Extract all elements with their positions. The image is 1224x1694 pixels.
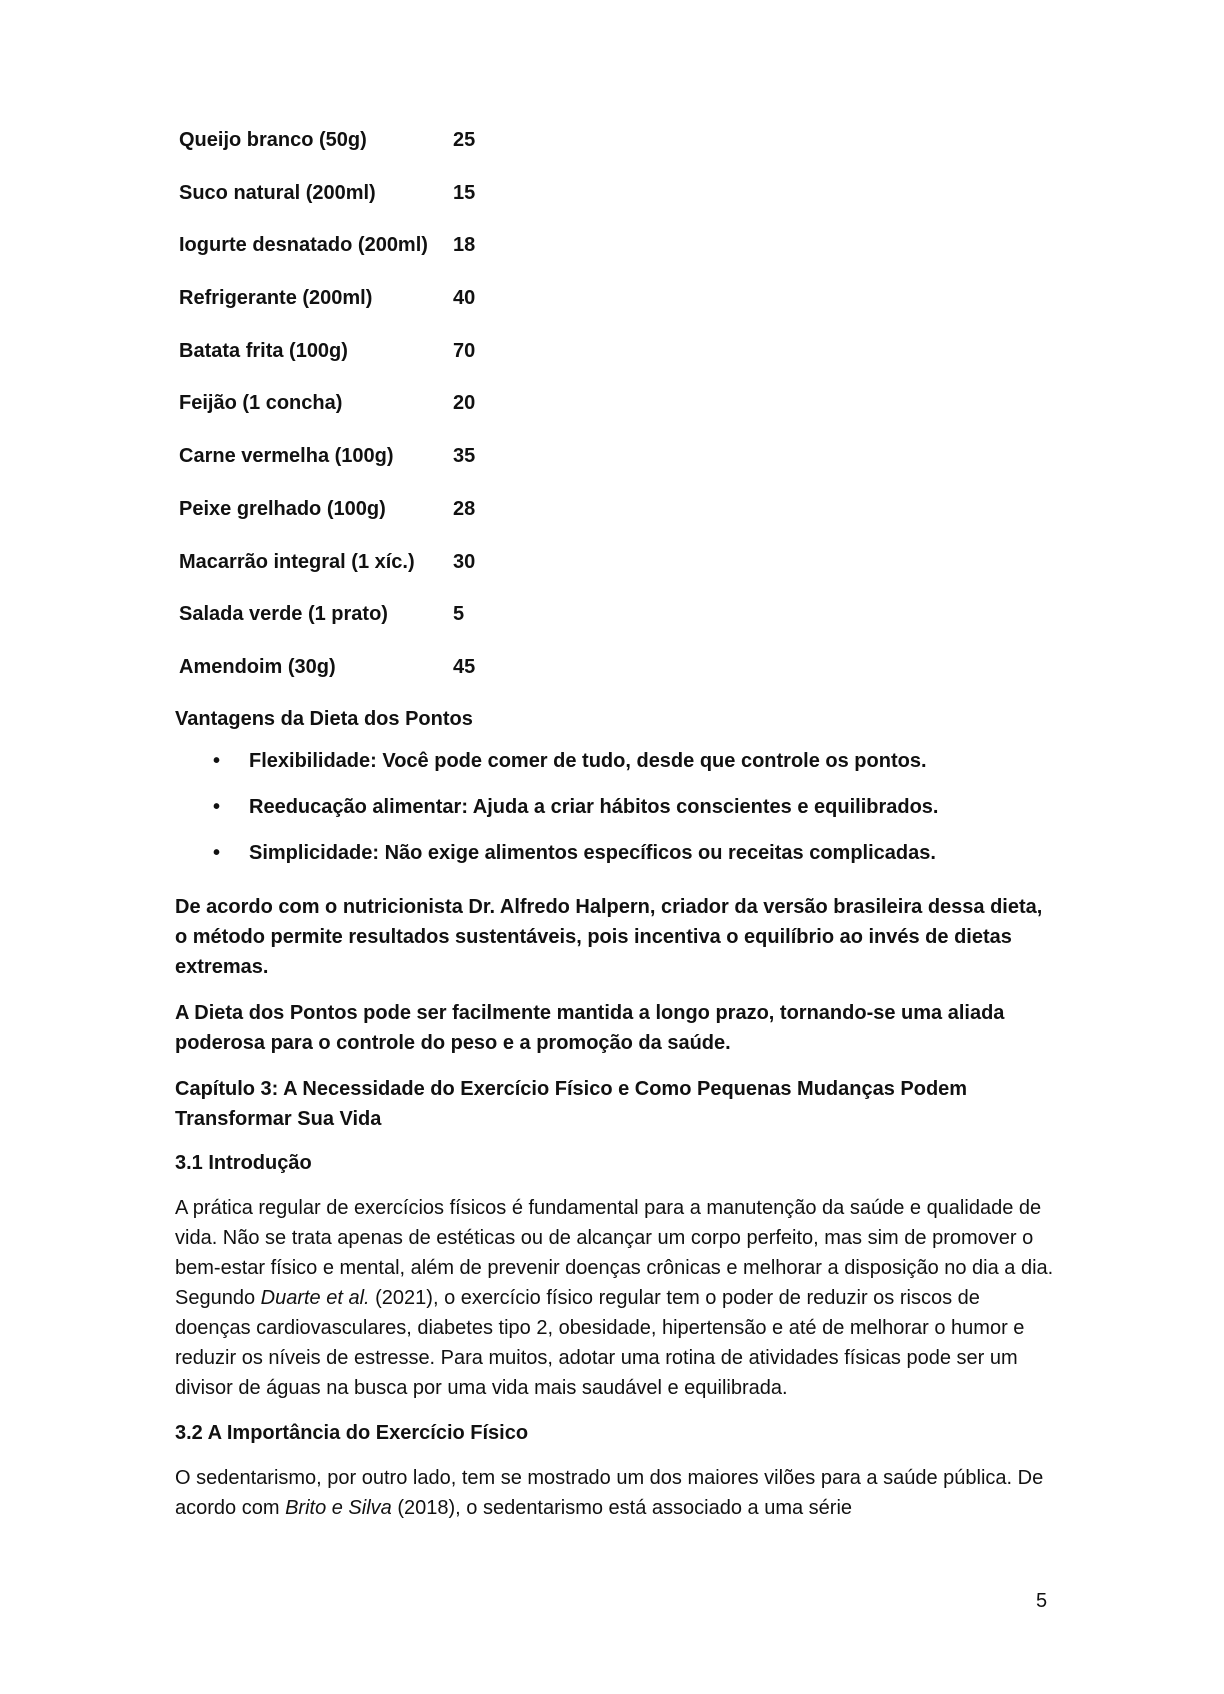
food-name-cell: Refrigerante (200ml) <box>179 287 373 310</box>
food-name-cell: Suco natural (200ml) <box>179 181 376 204</box>
advantage-text: Reeducação alimentar: Ajuda a criar hábitos conscientes e equilibrados. <box>249 796 939 818</box>
table-row <box>179 655 493 708</box>
table-row <box>179 391 493 444</box>
advantages-list <box>175 746 1055 884</box>
advantage-text: Flexibilidade: Você pode comer de tudo, desde que controle os pontos. <box>249 750 927 772</box>
importance-paragraph <box>175 1463 1055 1523</box>
food-points-cell: 45 <box>453 655 476 678</box>
food-name-cell: Carne vermelha (100g) <box>179 445 394 468</box>
advantage-text: Simplicidade: Não exige alimentos específicos ou receitas complicadas. <box>249 842 936 864</box>
section-heading-introducao: 3.1 Introdução <box>175 1152 312 1174</box>
intro-text-start: A prática regular de exercícios físicos é fundamental para a manutenção da saúde e qualidade de vida. Não se trata apenas de estéticas ou de alcançar um corpo perfeito, mas sim de promover o bem-estar físico e mental, além de prevenir doenças crônicas e melhorar a disposição no dia a dia. Segundo <box>175 1197 1054 1309</box>
table-row <box>179 550 493 603</box>
food-points-cell: 28 <box>453 497 476 520</box>
bullet-icon: • <box>213 750 221 772</box>
section-heading-importancia: 3.2 A Importância do Exercício Físico <box>175 1422 529 1444</box>
chapter-title: Capítulo 3: A Necessidade do Exercício Físico e Como Pequenas Mudanças Podem Transformar Sua Vida <box>175 1078 968 1130</box>
intro-paragraph <box>175 1193 1055 1403</box>
intro-text-end: (2021), o exercício físico regular tem o poder de reduzir os riscos de doenças cardiovasculares, diabetes tipo 2, obesidade, hipertensão e até de melhorar o humor e reduzir os níveis de estresse. Para muitos, adotar uma rotina de atividades físicas pode ser um divisor de águas na busca por uma vida mais saudável e equilibrada. <box>175 1287 1025 1399</box>
food-points-cell: 40 <box>453 287 476 310</box>
list-item <box>175 792 1055 838</box>
importance-text-end: (2018), o sedentarismo está associado a uma série <box>391 1497 853 1519</box>
table-row <box>179 497 493 550</box>
importance-text-start: O sedentarismo, por outro lado, tem se mostrado um dos maiores vilões para a saúde pública. De acordo com <box>175 1467 1044 1519</box>
table-row <box>179 286 493 339</box>
food-points-cell: 20 <box>453 392 476 415</box>
food-points-cell: 30 <box>453 550 476 573</box>
food-name-cell: Salada verde (1 prato) <box>179 603 388 626</box>
halpern-paragraph: De acordo com o nutricionista Dr. Alfredo Halpern, criador da versão brasileira dessa dieta, o método permite resultados sustentáveis, pois incentiva o equilíbrio ao invés de dietas extremas. <box>175 896 1043 978</box>
food-points-cell: 70 <box>453 339 476 362</box>
food-points-cell: 35 <box>453 445 476 468</box>
table-row <box>179 233 493 286</box>
list-item <box>175 746 1055 792</box>
food-name-cell: Macarrão integral (1 xíc.) <box>179 550 415 573</box>
table-row <box>179 128 493 181</box>
food-name-cell: Queijo branco (50g) <box>179 129 367 151</box>
food-name-cell: Batata frita (100g) <box>179 339 348 362</box>
food-points-table-body <box>179 128 493 708</box>
food-name-cell: Amendoim (30g) <box>179 655 336 678</box>
food-points-cell: 18 <box>453 234 476 257</box>
food-points-cell: 25 <box>453 129 476 151</box>
table-row <box>179 339 493 392</box>
food-name-cell: Iogurte desnatado (200ml) <box>179 234 428 257</box>
bullet-icon: • <box>213 842 221 864</box>
food-points-table <box>179 128 493 708</box>
food-name-cell: Feijão (1 concha) <box>179 392 343 415</box>
food-points-cell: 5 <box>453 603 465 626</box>
bullet-icon: • <box>213 796 221 818</box>
table-row <box>179 444 493 497</box>
list-item <box>175 838 1055 884</box>
page-number: 5 <box>1036 1590 1048 1612</box>
food-points-cell: 15 <box>453 181 476 204</box>
page-content <box>175 704 1055 1523</box>
food-name-cell: Peixe grelhado (100g) <box>179 497 386 520</box>
citation-duarte: Duarte et al. <box>260 1287 370 1309</box>
long-term-paragraph: A Dieta dos Pontos pode ser facilmente mantida a longo prazo, tornando-se uma aliada poderosa para o controle do peso e a promoção da saúde. <box>175 1002 1005 1054</box>
advantages-heading: Vantagens da Dieta dos Pontos <box>175 708 473 730</box>
citation-brito-silva: Brito e Silva <box>285 1497 392 1519</box>
table-row <box>179 602 493 655</box>
table-row <box>179 181 493 234</box>
